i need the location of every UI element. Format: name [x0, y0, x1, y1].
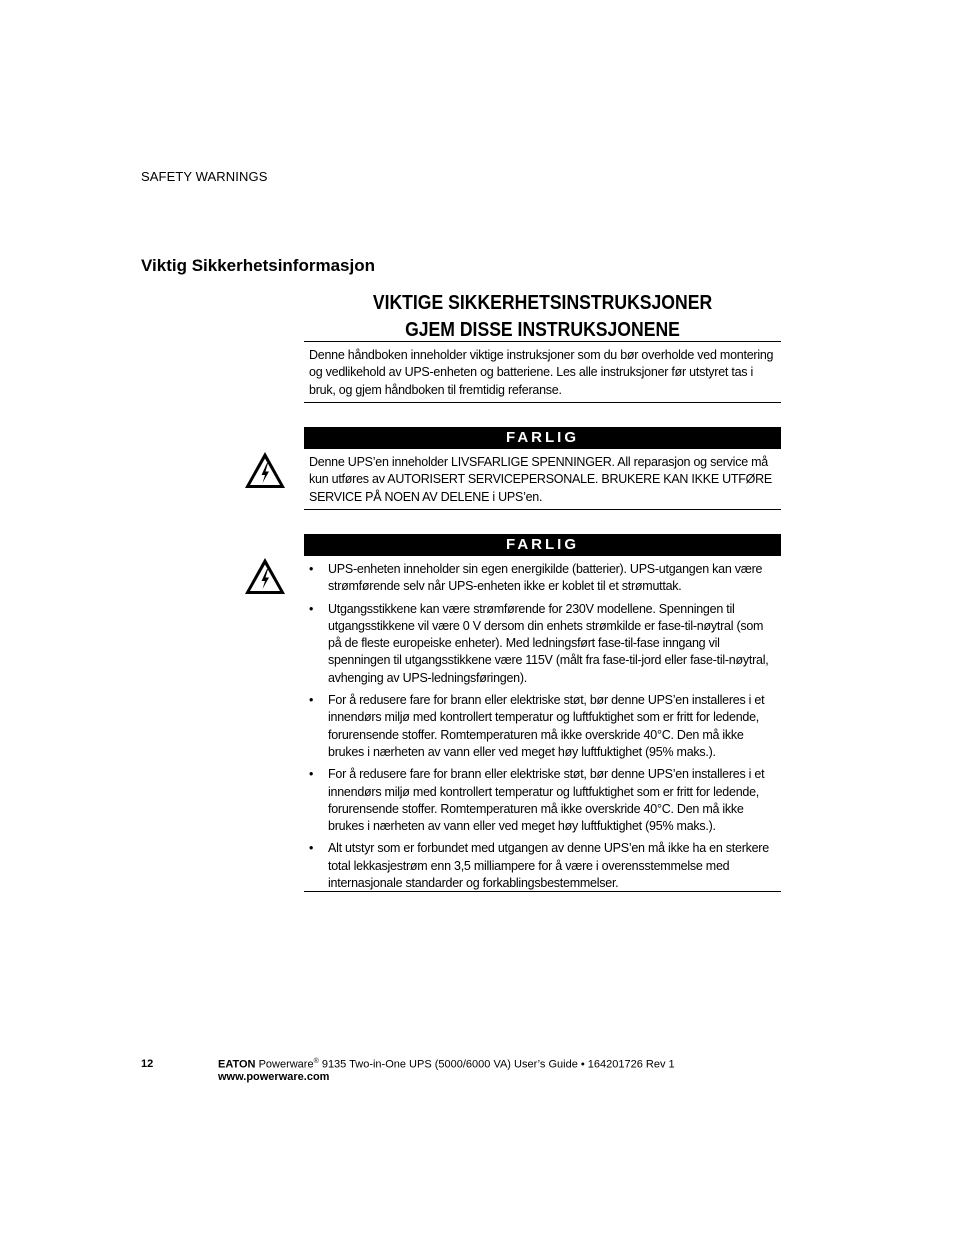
footer-details: 9135 Two-in-One UPS (5000/6000 VA) User’s Guide • 164201726 Rev 1: [318, 1058, 675, 1071]
list-item: [309, 601, 779, 687]
divider: [304, 891, 781, 892]
list-item-text: Alt utstyr som er forbundet med utgangen av denne UPS’en må ikke ha en sterkere total lekkasjestrøm enn 3,5 milliampere for å være i overensstemmelse med internasjonale standarder og forkablingsbestemmelser.: [328, 841, 769, 891]
danger-banner: FARLIG: [304, 427, 781, 449]
safety-title: [333, 290, 753, 344]
bullet: •: [309, 693, 314, 708]
list-item-text: For å redusere fare for brann eller elektriske støt, bør denne UPS’en installeres i et innendørs miljø med kontrollert temperatur og luftfuktighet som er fritt for ledende, forurensende stoffer. Romtemperaturen må ikke overskride 40°C. Den må ikke brukes i nærheten av vann eller ved meget høy luftfuktighet (95% maks.).: [328, 693, 765, 759]
danger-banner: FARLIG: [304, 534, 781, 556]
list-item: [309, 561, 779, 596]
divider: [304, 341, 781, 342]
product-name: Powerware: [258, 1058, 314, 1071]
bullet: •: [309, 841, 314, 856]
footer-product-line: [218, 1058, 675, 1071]
list-item: [309, 766, 779, 835]
registered-mark: ®: [313, 1058, 319, 1065]
bullet: •: [309, 767, 314, 782]
title-line-2: GJEM DISSE INSTRUKSJONENE: [405, 319, 680, 341]
list-item-text: Utgangsstikkene kan være strømførende for 230V modellene. Spenningen til utgangsstikkene vil være 0 V dersom din enhets strømkilde er fase-til-nøytral (som på de fleste europeiske enheter). Med ledningsført fase-til-fase inngang vil spenningen til utgangsstikkene være 115V (målt fra fase-til-jord eller fase-til-nøytral, avhenging av UPS-ledningsføringen).: [328, 601, 769, 685]
footer-url: www.powerware.com: [218, 1071, 330, 1083]
high-voltage-warning-icon: [243, 450, 287, 490]
page-number: 12: [141, 1058, 154, 1070]
divider: [304, 509, 781, 510]
high-voltage-warning-icon: [243, 556, 287, 596]
list-item-text: For å redusere fare for brann eller elektriske støt, bør denne UPS’en installeres i et innendørs miljø med kontrollert temperatur og luftfuktighet som er fritt for ledende, forurensende stoffer. Romtemperaturen må ikke overskride 40°C. Den må ikke brukes i nærheten av vann eller ved meget høy luftfuktighet (95% maks.).: [328, 767, 765, 834]
bullet: •: [309, 562, 314, 576]
list-item: [309, 840, 779, 892]
bullet: •: [309, 601, 314, 616]
page-heading: Viktig Sikkerhetsinformasjon: [141, 256, 375, 275]
divider: [304, 402, 781, 403]
title-line-1: VIKTIGE SIKKERHETSINSTRUKSJONER: [372, 292, 713, 314]
intro-paragraph: Denne håndboken inneholder viktige instruksjoner som du bør overholde ved montering og vedlikehold av UPS-enheten og batteriene. Les alle instruksjoner før utstyret tas i bruk, og gjem håndboken til fremtidig referanse.: [309, 348, 774, 397]
danger-text: Denne UPS’en inneholder LIVSFARLIGE SPENNINGER. All reparasjon og service må kun utføres av AUTORISERT SERVICEPERSONALE. BRUKERE KAN IKKE UTFØRE SERVICE PÅ NOEN AV DELENE i UPS’en.: [309, 455, 773, 504]
brand-name: EATON: [218, 1058, 256, 1071]
danger-list: [309, 561, 779, 897]
section-label: SAFETY WARNINGS: [141, 169, 268, 184]
list-item: [309, 692, 779, 761]
list-item-text: UPS-enheten inneholder sin egen energikilde (batterier). UPS-utgangen kan være strømførende selv når UPS-enheten ikke er koblet til et strømuttak.: [328, 562, 763, 594]
